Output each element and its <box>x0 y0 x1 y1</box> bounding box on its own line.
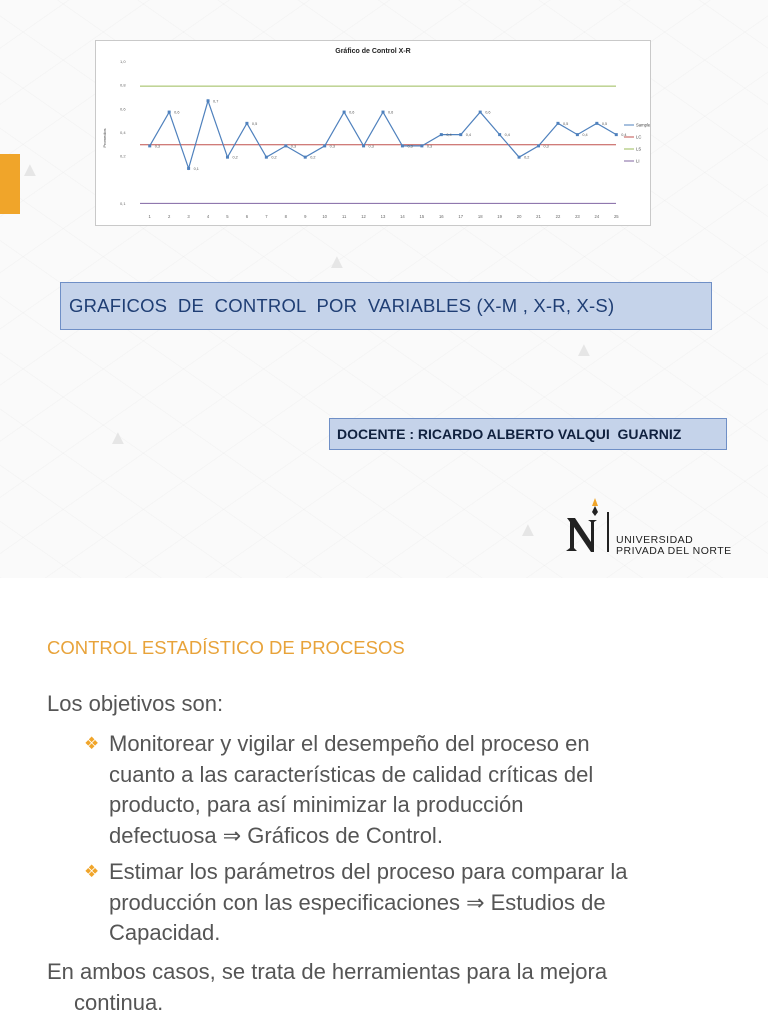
bullet-line: Monitorear y vigilar el desempeño del proceso en <box>109 731 590 756</box>
logo-text <box>616 535 732 557</box>
data-label: 0,4 <box>621 133 627 138</box>
data-label: 0,4 <box>446 133 452 138</box>
x-tick-label: 23 <box>575 214 580 219</box>
bullet-line: cuanto a las características de calidad críticas del <box>109 761 594 787</box>
data-label: 0,3 <box>290 144 297 149</box>
sample-point <box>265 156 268 159</box>
x-tick-label: 6 <box>245 214 249 219</box>
conclusion-text <box>47 957 747 1018</box>
x-tick-label: 5 <box>226 214 229 219</box>
deco-arrow-icon: ▲ <box>574 339 594 361</box>
x-tick-label: 14 <box>400 214 405 219</box>
x-tick-label: 12 <box>361 214 366 219</box>
sample-point <box>168 111 171 114</box>
data-label: 0,5 <box>562 121 569 126</box>
x-tick-label: 18 <box>477 214 483 219</box>
x-tick-label: 2 <box>167 214 171 219</box>
x-tick-label: 1 <box>148 214 151 219</box>
bullet-item <box>84 729 724 851</box>
legend-label: LI <box>636 158 640 164</box>
data-label: 0,3 <box>154 144 161 149</box>
data-label: 0,4 <box>582 133 588 138</box>
x-tick-label: 19 <box>497 214 502 219</box>
x-tick-label: 22 <box>555 214 561 219</box>
sample-point <box>440 133 443 136</box>
sample-point <box>207 99 210 102</box>
sample-point <box>401 144 404 147</box>
university-logo <box>562 496 762 560</box>
y-tick-label: 0,1 <box>120 201 126 206</box>
upn-n-logo-icon <box>562 496 606 560</box>
bullet-line: Capacidad. <box>109 920 221 945</box>
x-tick-label: 7 <box>265 214 268 219</box>
legend-label: LC <box>636 134 642 140</box>
bullet-line: producción con las especificaciones ⇒ Estudios de <box>109 889 606 915</box>
bullet-line: producto, para así minimizar la producción <box>109 792 524 817</box>
logo-divider <box>607 512 609 552</box>
sample-point <box>323 144 326 147</box>
sample-point <box>576 133 579 136</box>
intro-text: Los objetivos son: <box>47 691 224 716</box>
data-label: 0,2 <box>271 155 277 160</box>
logo-line-2: PRIVADA DEL NORTE <box>616 545 732 557</box>
sample-point <box>556 122 559 125</box>
data-label: 0,4 <box>504 133 510 138</box>
sample-point <box>226 156 229 159</box>
deco-arrow-icon: ▲ <box>108 427 128 449</box>
sample-point <box>537 144 540 147</box>
bullet-item <box>84 857 724 949</box>
data-label: 0,2 <box>524 155 530 160</box>
sample-point <box>245 122 248 125</box>
x-tick-label: 17 <box>458 214 464 219</box>
data-label: 0,3 <box>329 144 335 149</box>
x-tick-label: 16 <box>438 214 444 219</box>
data-label: 0,1 <box>193 166 199 171</box>
data-label: 0,7 <box>213 99 219 104</box>
chart-ylabel: Promedios <box>102 128 107 148</box>
deco-arrow-icon: ▲ <box>20 159 40 181</box>
sample-point <box>479 111 482 114</box>
x-tick-label: 15 <box>419 214 425 219</box>
data-label: 0,5 <box>601 121 608 126</box>
data-label: 0,3 <box>543 144 549 149</box>
orange-accent-tab <box>0 154 20 214</box>
x-tick-label: 8 <box>284 214 287 219</box>
x-tick-label: 9 <box>304 214 307 219</box>
logo-line-1: UNIVERSIDAD <box>616 534 694 546</box>
x-tick-label: 24 <box>594 214 600 219</box>
control-chart <box>95 40 651 226</box>
sample-point <box>420 144 423 147</box>
diamond-bullet-icon: ❖ <box>84 734 100 753</box>
docente-label: DOCENTE : RICARDO ALBERTO VALQUI GUARNIZ <box>329 418 727 450</box>
sample-point <box>187 167 190 170</box>
section-heading: CONTROL ESTADÍSTICO DE PROCESOS <box>47 637 405 658</box>
sample-point <box>518 156 521 159</box>
data-label: 0,6 <box>174 110 180 115</box>
y-tick-label: 0,4 <box>120 130 126 135</box>
data-label: 0,3 <box>426 144 433 149</box>
y-tick-label: 0,6 <box>120 106 126 112</box>
data-label: 0,6 <box>485 110 491 115</box>
sample-point <box>498 133 501 136</box>
y-tick-label: 0,2 <box>120 153 126 159</box>
sample-point <box>304 156 307 159</box>
x-tick-label: 13 <box>380 214 386 219</box>
diamond-bullet-icon: ❖ <box>84 862 100 881</box>
x-tick-label: 10 <box>322 214 328 219</box>
legend-label: Sample <box>636 122 650 128</box>
bullet-line: Estimar los parámetros del proceso para comparar la <box>109 859 628 884</box>
data-label: 0,3 <box>407 144 413 149</box>
x-tick-label: 3 <box>187 214 190 219</box>
data-label: 0,3 <box>368 144 374 149</box>
sample-point <box>362 144 365 147</box>
data-label: 0,2 <box>310 155 316 160</box>
sample-point <box>382 111 385 114</box>
sample-point <box>615 133 618 136</box>
sample-point <box>284 144 287 147</box>
data-label: 0,5 <box>251 121 258 126</box>
data-label: 0,6 <box>388 110 394 115</box>
presentation-title: GRAFICOS DE CONTROL POR VARIABLES (X-M , X-R, X-S) <box>60 282 712 330</box>
chart-title: Gráfico de Control X-R <box>335 48 411 55</box>
y-tick-label: 1,0 <box>120 59 126 64</box>
deco-arrow-icon: ▲ <box>518 519 538 541</box>
x-tick-label: 20 <box>516 214 522 219</box>
x-tick-label: 4 <box>206 214 210 219</box>
conclusion-line: continua. <box>74 989 164 1015</box>
bullet-line: defectuosa ⇒ Gráficos de Control. <box>109 822 443 848</box>
y-tick-label: 0,8 <box>120 82 126 88</box>
data-label: 0,6 <box>349 110 355 115</box>
legend-label: LS <box>636 146 642 152</box>
x-tick-label: 25 <box>613 214 619 219</box>
sample-point <box>459 133 462 136</box>
data-label: 0,2 <box>232 155 238 160</box>
slide-2 <box>0 578 768 1024</box>
x-tick-label: 21 <box>536 214 541 219</box>
x-tick-label: 11 <box>341 214 347 219</box>
data-label: 0,4 <box>465 133 472 138</box>
conclusion-line: En ambos casos, se trata de herramientas para la mejora <box>47 959 608 984</box>
sample-point <box>595 122 598 125</box>
sample-point <box>343 111 346 114</box>
sample-point <box>148 144 151 147</box>
deco-arrow-icon: ▲ <box>327 251 347 273</box>
